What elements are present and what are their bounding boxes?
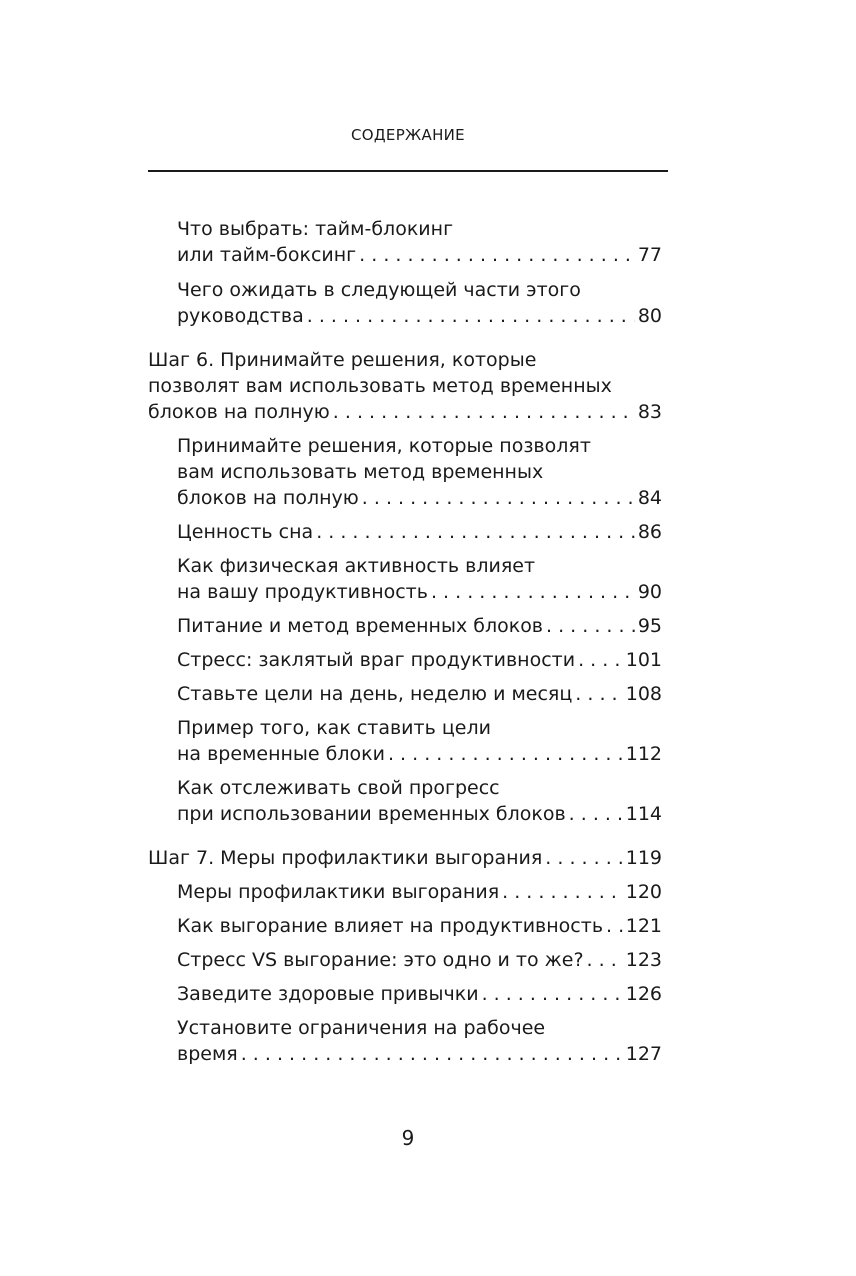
dot-leader — [482, 981, 623, 1007]
toc-entry-title-line: Шаг 6. Принимайте решения, которые — [148, 349, 537, 371]
dot-leader — [333, 399, 635, 425]
toc-entry[interactable] — [148, 277, 662, 329]
toc-entry-title-line: Ценность сна — [177, 521, 314, 543]
toc-entry-title-line: на вашу продуктивность — [177, 581, 428, 603]
toc-entry[interactable] — [148, 613, 662, 639]
toc-entry-page: 80 — [637, 305, 662, 327]
toc-entry-title-line: Установите ограничения на рабочее — [177, 1017, 546, 1039]
dot-leader — [502, 879, 623, 905]
toc-entry[interactable] — [148, 879, 662, 905]
dot-leader — [359, 242, 635, 268]
dot-leader — [431, 579, 635, 605]
toc-entry-title-line: Что выбрать: тайм-блокинг — [177, 218, 454, 240]
dot-leader — [362, 485, 635, 511]
toc-entry-page: 90 — [637, 581, 662, 603]
toc-entry-title-line: Как физическая активность влияет — [177, 555, 536, 577]
toc-entry-page: 114 — [625, 803, 662, 825]
dot-leader — [569, 801, 623, 827]
toc-entry-page: 112 — [625, 743, 662, 765]
dot-leader — [241, 1041, 623, 1067]
dot-leader — [307, 303, 635, 329]
toc-entry-title-line: Пример того, как ставить цели — [177, 717, 491, 739]
toc-entry[interactable] — [148, 519, 662, 545]
toc-entry-title-line: Как отслеживать свой прогресс — [177, 777, 500, 799]
toc-entry-title-line: время — [177, 1043, 238, 1065]
toc-entry-title-line: блоков на полную — [148, 401, 330, 423]
toc-entry[interactable] — [148, 553, 662, 605]
running-head: СОДЕРЖАНИЕ — [351, 126, 465, 144]
toc-entry-title-line: или тайм-боксинг — [177, 244, 357, 266]
toc-entry-title-line: при использовании временных блоков — [177, 803, 566, 825]
toc-entry[interactable] — [148, 775, 662, 827]
toc-entry-title-line: Как выгорание влияет на продуктивность — [177, 915, 604, 937]
toc-entry-page: 95 — [637, 615, 662, 637]
toc-entry[interactable] — [148, 1015, 662, 1067]
toc-entry-title-line: Стресс VS выгорание: это одно и то же? — [177, 949, 584, 971]
toc-chapter-entry[interactable] — [148, 347, 662, 425]
toc-entry[interactable] — [148, 216, 662, 268]
toc-entry-title-line: Ставьте цели на день, неделю и месяц — [177, 683, 573, 705]
toc-entry-page: 121 — [625, 915, 662, 937]
toc-entry-title-line: Стресс: заклятый враг продуктивности — [177, 649, 576, 671]
toc-entry-title-line: блоков на полную — [177, 487, 359, 509]
table-of-contents — [148, 216, 662, 1067]
toc-entry-page: 126 — [625, 983, 662, 1005]
toc-entry-page: 84 — [637, 487, 662, 509]
toc-entry[interactable] — [148, 981, 662, 1007]
toc-entry-title-line: руководства — [177, 305, 304, 327]
toc-entry[interactable] — [148, 647, 662, 673]
toc-entry-title-line: Принимайте решения, которые позволят — [177, 435, 591, 457]
toc-entry-title-line: вам использовать метод временных — [177, 461, 544, 483]
dot-leader — [546, 613, 635, 639]
page-number: 9 — [401, 1126, 415, 1150]
toc-entry-title-line: на временные блоки — [177, 743, 385, 765]
toc-entry-title-line: Меры профилактики выгорания — [177, 881, 500, 903]
dot-leader — [575, 681, 622, 707]
dot-leader — [587, 947, 623, 973]
toc-chapter-entry[interactable] — [148, 845, 662, 871]
toc-entry-title-line: позволят вам использовать метод временных — [148, 375, 612, 397]
header-rule — [148, 170, 668, 172]
toc-entry[interactable] — [148, 913, 662, 939]
toc-entry-title-line: Питание и метод временных блоков — [177, 615, 544, 637]
toc-entry[interactable] — [148, 433, 662, 511]
toc-entry[interactable] — [148, 947, 662, 973]
dot-leader — [545, 845, 622, 871]
toc-entry-page: 77 — [637, 244, 662, 266]
toc-entry-page: 127 — [625, 1043, 662, 1065]
toc-entry-page: 86 — [637, 521, 662, 543]
toc-entry-page: 123 — [625, 949, 662, 971]
toc-entry-title-line: Чего ожидать в следующей части этого — [177, 279, 581, 301]
toc-entry-title-line: Шаг 7. Меры профилактики выгорания — [148, 847, 543, 869]
toc-entry-page: 83 — [637, 401, 662, 423]
dot-leader — [578, 647, 623, 673]
toc-entry[interactable] — [148, 681, 662, 707]
toc-entry-title-line: Заведите здоровые привычки — [177, 983, 479, 1005]
toc-entry[interactable] — [148, 715, 662, 767]
dot-leader — [606, 913, 623, 939]
toc-entry-page: 119 — [625, 847, 662, 869]
dot-leader — [388, 741, 623, 767]
toc-entry-page: 101 — [625, 649, 662, 671]
toc-entry-page: 120 — [625, 881, 662, 903]
dot-leader — [316, 519, 635, 545]
toc-entry-page: 108 — [625, 683, 662, 705]
